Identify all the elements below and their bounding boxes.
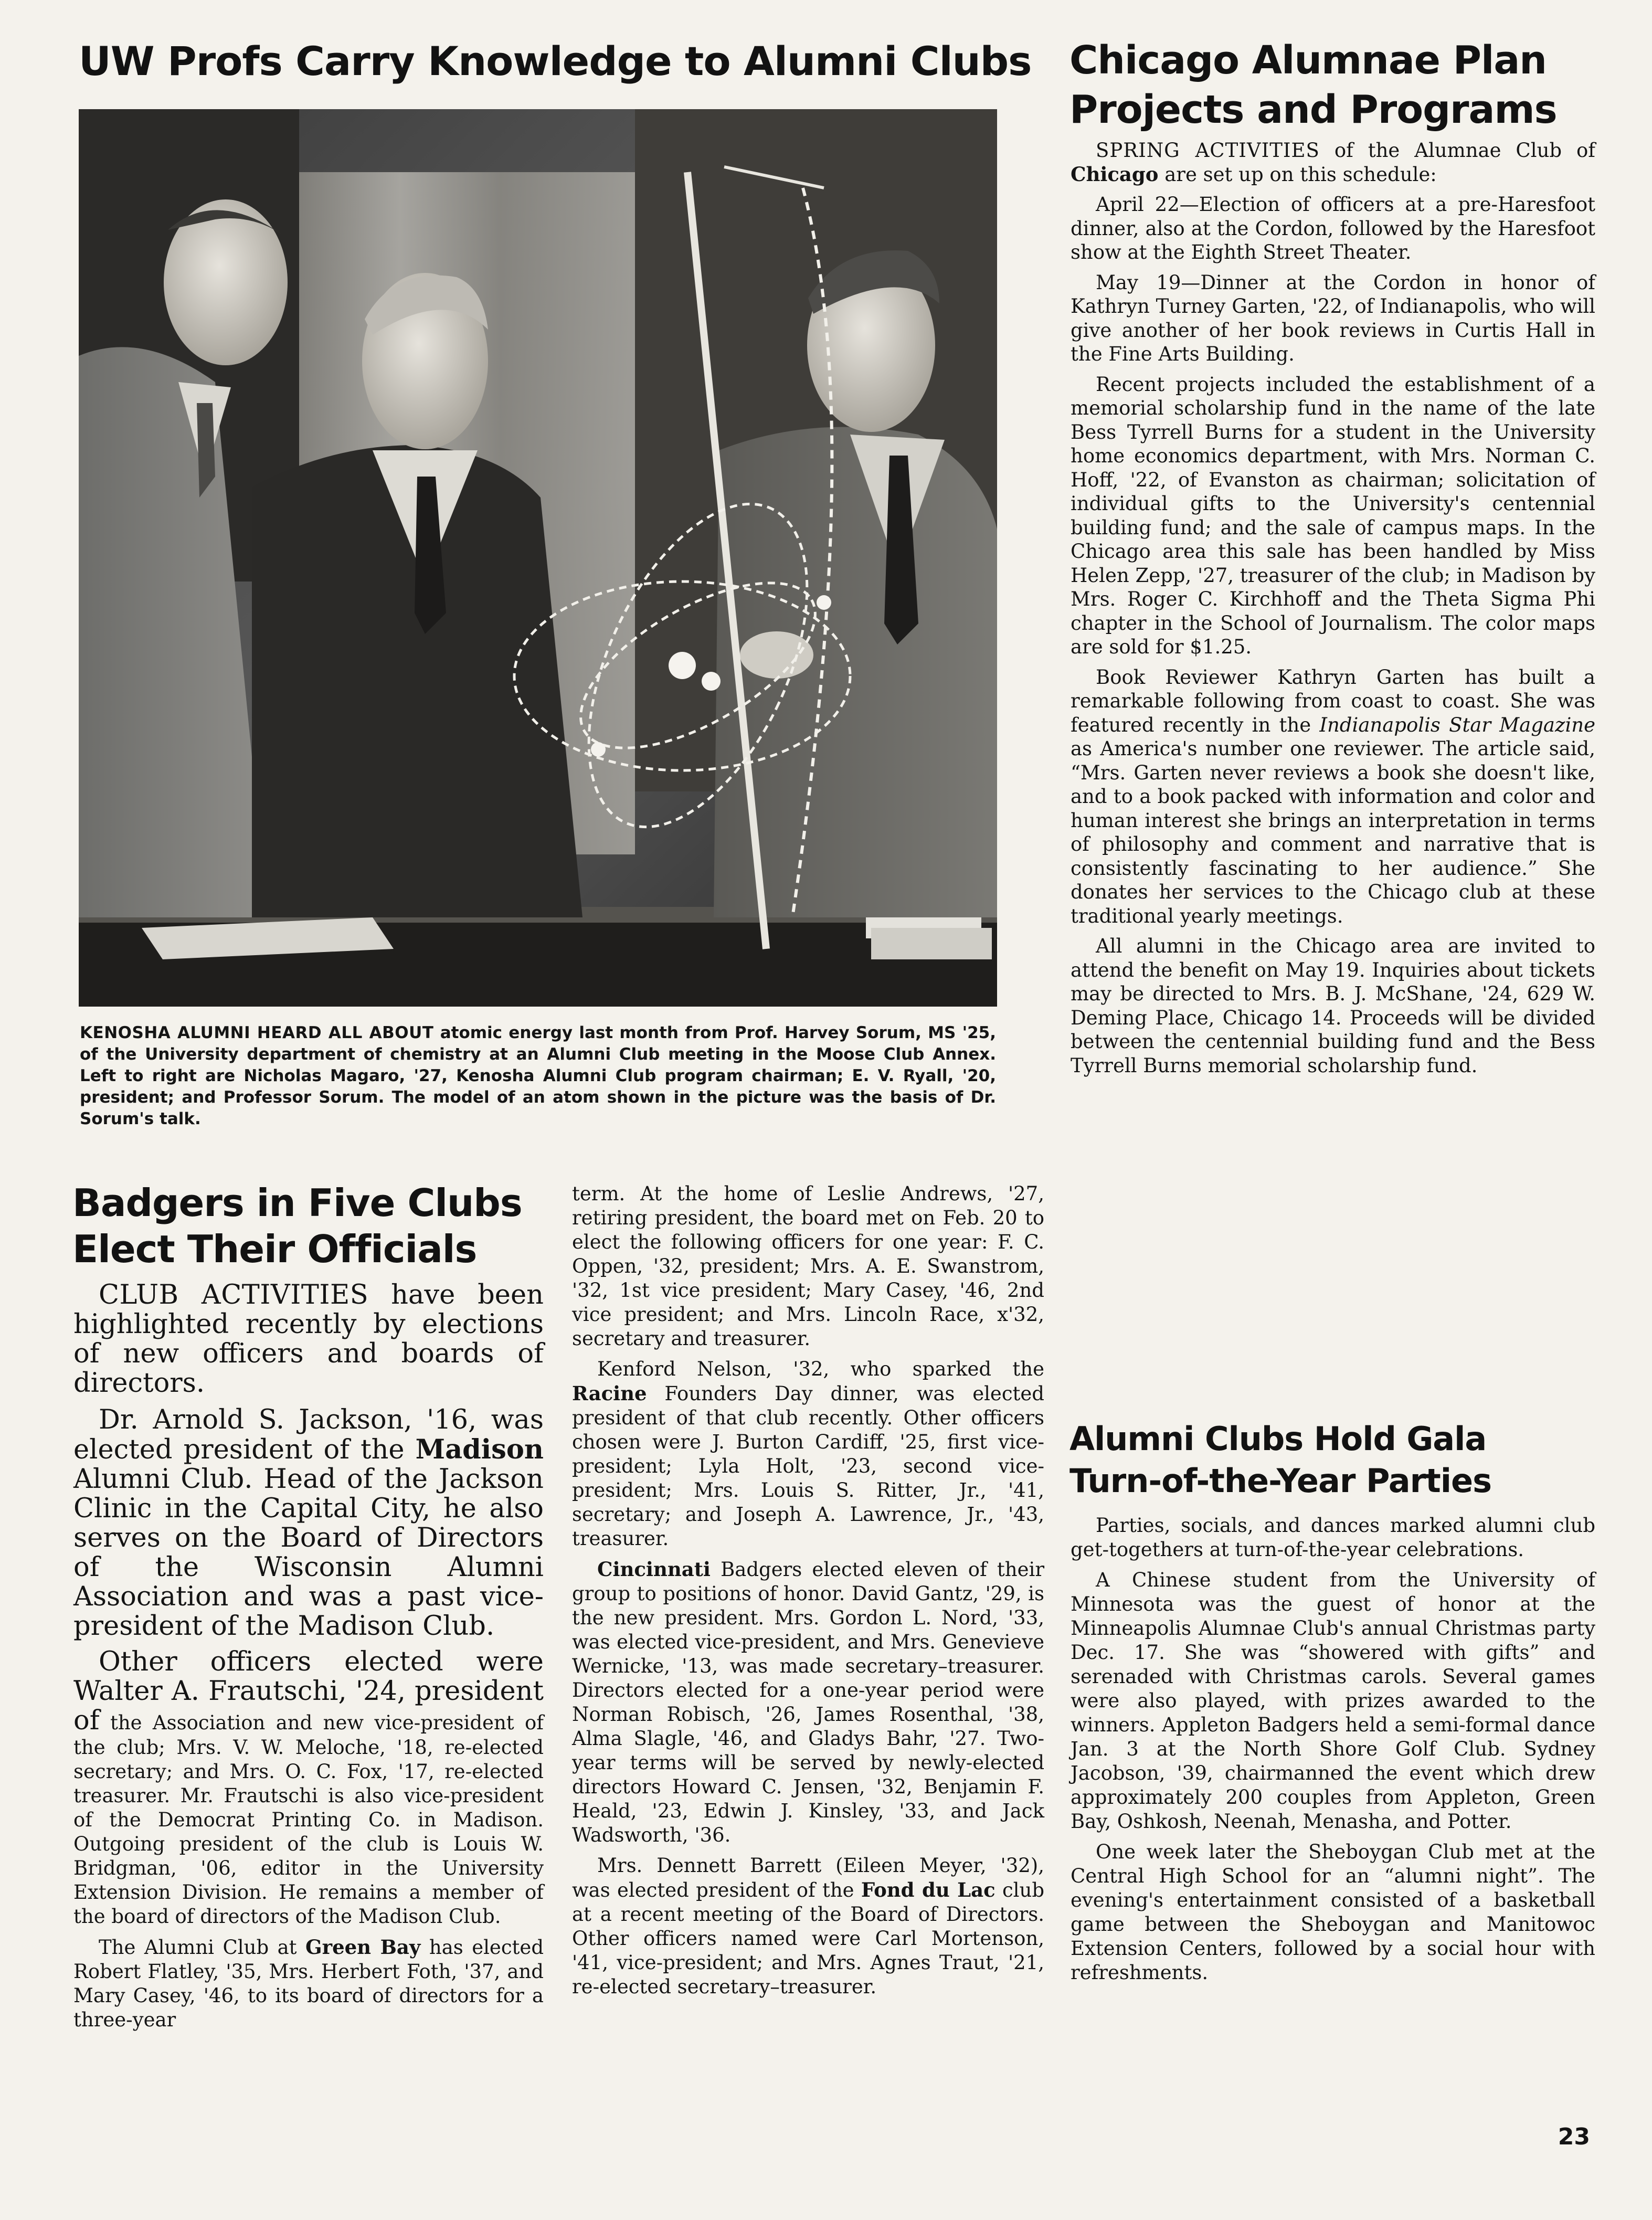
chicago-title-line1: Chicago Alumnae Plan xyxy=(1069,38,1547,83)
caption-text: atomic energy last month from Prof. Harvey Sorum, MS '25, of the University department of chemistry at an Alumni Club meeting in the Moose Club Annex. Left to right are Nicholas Magaro, '27, Kenosha Alumni Club program chairman; E. V. Ryall, '20, president; and Professor Sorum. The model of an atom shown in the picture was the basis of Dr. Sorum's talk. xyxy=(80,1023,997,1128)
badgers-c2p4-a: Mrs. Dennett Barrett (Eileen Meyer, '32), was elected president of the xyxy=(572,1854,1044,1901)
chicago-paragraph-6: All alumni in the Chicago area are invited to attend the benefit on May 19. Inquiries about tickets may be directed to Mrs. B. J. McShane, '24, 629 W. Deming Place, Chicago 14. Proceeds will be divided between the centennial building fund and the Bess Tyrrell Burns memorial scholarship fund. xyxy=(1071,935,1595,1077)
chicago-p5-b: as America's number one reviewer. The article said, “Mrs. Garten never reviews a book she doesn't like, and to a book packed with information and color and human interest she brings an interpretation in terms of philosophy and comment and narrative that is consistently fascinating to her audience.” She donates her services to the Chicago club at these traditional yearly meetings. xyxy=(1071,737,1595,927)
chicago-p1-a: of the Alumnae Club of xyxy=(1334,139,1595,162)
badgers-title xyxy=(72,1180,555,1272)
badgers-col2-paragraph-2 xyxy=(572,1357,1044,1551)
gala-paragraph-3: One week later the Sheboygan Club met at the Central High School for an “alumni night”. The evening's entertainment consisted of a basketball game between the Sheboygan and Manitowoc Extension Centers, followed by a social hour with refreshments. xyxy=(1071,1841,1595,1984)
badgers-paragraph-2 xyxy=(73,1405,544,1641)
chicago-p1-city: Chicago xyxy=(1071,162,1159,186)
badgers-c2p2-b: Founders Day dinner, was elected president of that club recently. Other officers chosen were J. Burton Cardiff, '25, first vice-president; Lyla Holt, '23, second vice-president; Mrs. Louis S. Ritter, Jr., '41, secretary; and Joseph A. Lawrence, Jr., '43, treasurer. xyxy=(572,1382,1044,1550)
badgers-p3-large: Other officers elected were Walter A. Frautschi, '24, president of xyxy=(73,1646,544,1736)
chicago-lead: SPRING ACTIVITIES xyxy=(1096,139,1320,162)
badgers-c2p2-club: Racine xyxy=(572,1382,647,1405)
badgers-p2-b: Alumni Club. Head of the Jackson Clinic in the Capital City, he also serves on the Board of Directors of the Wisconsin Alumni Association and was a past vice-president of the Madison Club. xyxy=(73,1464,544,1642)
badgers-title-line1: Badgers in Five Clubs xyxy=(72,1181,522,1225)
badgers-p3-small: the Association and new vice-president of the club; Mrs. V. W. Meloche, '18, re-elected secretary; and Mrs. O. C. Fox, '17, re-elected treasurer. Mr. Frautschi is also vice-president of the Democrat Printing Co. in Madison. Outgoing president of the club is Louis W. Bridgman, '06, editor in the University Extension Division. He remains a member of the board of directors of the Madison Club. xyxy=(73,1711,544,1928)
gala-column xyxy=(1071,1514,1595,1985)
badgers-p2-club: Madison xyxy=(415,1434,544,1465)
badgers-c2p3-club: Cincinnati xyxy=(597,1558,711,1581)
chicago-paragraph-5 xyxy=(1071,665,1595,928)
badgers-paragraph-3 xyxy=(73,1647,544,1929)
badgers-col2-paragraph-1: term. At the home of Leslie Andrews, '27, retiring president, the board met on Feb. 20 to elect the following officers for one year: F. C. Oppen, '32, president; Mrs. A. E. Swanstrom, '32, 1st vice president; Mary Casey, '46, 2nd vice president; and Mrs. Lincoln Race, x'32, secretary and treasurer. xyxy=(572,1182,1044,1350)
gala-title xyxy=(1069,1418,1600,1502)
photo-story-title: UW Profs Carry Knowledge to Alumni Clubs xyxy=(79,38,1032,84)
chicago-paragraph-1 xyxy=(1071,139,1595,186)
badgers-column-2 xyxy=(572,1182,1044,1999)
chicago-paragraph-4: Recent projects included the establishment of a memorial scholarship fund in the name of the late Bess Tyrrell Burns for a student in the University home economics department, with Mrs. Norman C. Hoff, '22, of Evanston as chairman; solicitation of individual gifts to the University's centennial building fund; and the sale of campus maps. In the Chicago area this sale has been handled by Miss Helen Zepp, '27, treasurer of the club; in Madison by Mrs. Roger C. Kirchhoff and the Theta Sigma Phi chapter in the School of Journalism. The color maps are sold for $1.25. xyxy=(1071,373,1595,658)
gala-title-line2: Turn-of-the-Year Parties xyxy=(1069,1462,1492,1500)
chicago-paragraph-3: May 19—Dinner at the Cordon in honor of Kathryn Turney Garten, '22, of Indianapolis, who will give another of her book reviews in Curtis Hall in the Fine Arts Building. xyxy=(1071,271,1595,365)
badgers-c2p3-b: Badgers elected eleven of their group to positions of honor. David Gantz, '29, is the new president. Mrs. Gordon L. Nord, '33, was elected vice-president, and Mrs. Genevieve Wernicke, '13, was made secretary–treasurer. Directors elected for a one-year period were Norman Robisch, '26, James Rosenthal, '38, Alma Slagle, '46, and Gladys Bahr, '27. Two-year terms will be served by newly-elected directors Howard C. Jensen, '32, Benjamin F. Heald, '23, Edwin J. Kinsley, '33, and Jack Wadsworth, '36. xyxy=(572,1558,1045,1846)
chicago-title xyxy=(1069,36,1600,134)
badgers-paragraph-4 xyxy=(73,1935,544,2032)
chicago-p1-b: are set up on this schedule: xyxy=(1164,163,1437,186)
badgers-paragraph-1 xyxy=(73,1281,544,1398)
photo-caption xyxy=(80,1022,996,1130)
badgers-col2-paragraph-3 xyxy=(572,1557,1044,1847)
badgers-c2p2-a: Kenford Nelson, '32, who sparked the xyxy=(597,1358,1044,1380)
chicago-column xyxy=(1071,139,1595,1077)
badgers-p4-a: The Alumni Club at xyxy=(99,1936,297,1959)
chicago-p5-magazine: Indianapolis Star Magazine xyxy=(1319,713,1596,736)
photo-illustration xyxy=(79,109,997,1007)
caption-lead: KENOSHA ALUMNI HEARD ALL ABOUT xyxy=(80,1023,434,1042)
badgers-c2p4-club: Fond du Lac xyxy=(861,1878,996,1901)
badgers-p2-a: Dr. Arnold S. Jackson, '16, was elected president of the xyxy=(73,1404,544,1465)
page-number: 23 xyxy=(1558,2123,1590,2150)
badgers-title-line2: Elect Their Officials xyxy=(72,1227,477,1271)
gala-paragraph-1: Parties, socials, and dances marked alumni club get-togethers at turn-of-the-year celebrations. xyxy=(1071,1514,1595,1561)
badgers-p4-b: has elected Robert Flatley, '35, Mrs. Herbert Foth, '37, and Mary Casey, '46, to its board of directors for a three-year xyxy=(73,1936,544,2031)
badgers-p1-text: have been highlighted recently by elections of new officers and boards of directors. xyxy=(73,1280,544,1399)
badgers-lead: CLUB ACTIVITIES xyxy=(99,1280,369,1310)
badgers-col2-paragraph-4 xyxy=(572,1854,1044,1999)
gala-title-line1: Alumni Clubs Hold Gala xyxy=(1069,1420,1487,1458)
badgers-column-1 xyxy=(73,1281,544,2032)
chicago-paragraph-2: April 22—Election of officers at a pre-Haresfoot dinner, also at the Cordon, followed by the Haresfoot show at the Eighth Street Theater. xyxy=(1071,193,1595,263)
badgers-p4-club: Green Bay xyxy=(305,1936,421,1959)
chicago-p5-a: Book Reviewer Kathryn Garten has built a remarkable following from coast to coast. She was featured recently in the xyxy=(1071,665,1595,736)
kenosha-alumni-photo xyxy=(79,109,997,1007)
chicago-title-line2: Projects and Programs xyxy=(1069,87,1557,132)
badgers-c2p4-b: club at a recent meeting of the Board of Directors. Other officers named were Carl Mortenson, '41, vice-president; and Mrs. Agnes Traut, '21, re-elected secretary–treasurer. xyxy=(572,1879,1045,1998)
gala-paragraph-2: A Chinese student from the University of Minnesota was the guest of honor at the Minneapolis Alumnae Club's annual Christmas party Dec. 17. She was “showered with gifts” and serenaded with Christmas carols. Several games were also played, with prizes awarded to the winners. Appleton Badgers held a semi-formal dance Jan. 3 at the North Shore Golf Club. Sydney Jacobson, '39, chairmanned the event which drew approximately 200 couples from Appleton, Green Bay, Oshkosh, Neenah, Menasha, and Potter. xyxy=(1071,1569,1595,1833)
